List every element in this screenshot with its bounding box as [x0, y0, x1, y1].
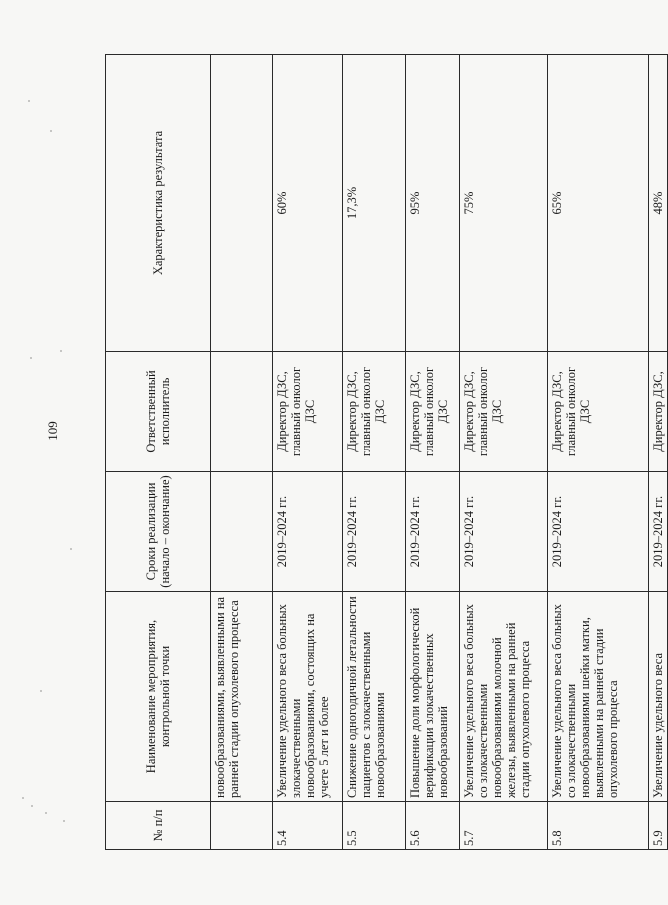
- row-result: 65%: [548, 55, 649, 352]
- header-term: Сроки реализации (начало – окончание): [106, 472, 211, 592]
- row-term: 2019–2024 гг.: [406, 472, 460, 592]
- row-result: 17,3%: [343, 55, 406, 352]
- table-header-row: [106, 55, 211, 850]
- rotated-document: [105, 55, 665, 850]
- table-row: [406, 55, 460, 850]
- header-result: Характеристика результата: [106, 55, 211, 352]
- row-term: 2019–2024 гг.: [273, 472, 343, 592]
- row-responsible: Директор ДЗС,: [649, 352, 668, 472]
- plan-table: [105, 54, 668, 850]
- row-result: 48%: [649, 55, 668, 352]
- row-num: 5.9: [649, 802, 668, 850]
- row-term: 2019–2024 гг.: [343, 472, 406, 592]
- row-num: 5.7: [460, 802, 548, 850]
- row-term: 2019–2024 гг.: [460, 472, 548, 592]
- table-row: [548, 55, 649, 850]
- row-num: [211, 802, 273, 850]
- scan-speck: [50, 130, 52, 132]
- row-result: 75%: [460, 55, 548, 352]
- row-term: [211, 472, 273, 592]
- row-responsible: Директор ДЗС, главный онколог ДЗС: [343, 352, 406, 472]
- table-row: [460, 55, 548, 850]
- row-responsible: Директор ДЗС, главный онколог ДЗС: [273, 352, 343, 472]
- row-result: 95%: [406, 55, 460, 352]
- row-num: 5.4: [273, 802, 343, 850]
- scan-speck: [31, 805, 33, 807]
- row-result: 60%: [273, 55, 343, 352]
- row-num: 5.6: [406, 802, 460, 850]
- row-term: 2019–2024 гг.: [649, 472, 668, 592]
- row-name: Увеличение удельного веса больных со злокачественными новообразованиями шейки матки, выявленными на ранней стадии опухолевого процесса: [548, 592, 649, 802]
- scan-speck: [28, 100, 30, 102]
- row-name: Увеличение удельного веса больных со злокачественными новообразованиями молочной железы, выявленными на ранней стадии опухолевого процесса: [460, 592, 548, 802]
- scan-speck: [45, 812, 47, 814]
- row-term: 2019–2024 гг.: [548, 472, 649, 592]
- row-num: 5.5: [343, 802, 406, 850]
- row-name: Увеличение удельного веса больных злокачественными новообразованиями, состоящих на учете 5 лет и более: [273, 592, 343, 802]
- row-name: Повышение доли морфологической верификации злокачественных новообразований: [406, 592, 460, 802]
- page-number: 109: [44, 421, 60, 441]
- scan-speck: [60, 350, 62, 352]
- row-name: новообразованиями, выявленными на ранней стадии опухолевого процесса: [211, 592, 273, 802]
- table-row: [211, 55, 273, 850]
- header-responsible: Ответственный исполнитель: [106, 352, 211, 472]
- row-responsible: Директор ДЗС, главный онколог ДЗС: [406, 352, 460, 472]
- header-num: № п/п: [106, 802, 211, 850]
- row-name: Увеличение удельного веса: [649, 592, 668, 802]
- table-row: [343, 55, 406, 850]
- scan-speck: [63, 820, 65, 822]
- row-responsible: Директор ДЗС, главный онколог ДЗС: [460, 352, 548, 472]
- scan-speck: [70, 548, 72, 550]
- row-result: [211, 55, 273, 352]
- header-name: Наименование мероприятия, контрольной точки: [106, 592, 211, 802]
- row-num: 5.8: [548, 802, 649, 850]
- table-row: [273, 55, 343, 850]
- scan-speck: [30, 357, 32, 359]
- row-name: Снижение одногодичной летальности пациентов с злокачественными новообразованиями: [343, 592, 406, 802]
- scan-speck: [40, 690, 42, 692]
- scan-speck: [22, 797, 24, 799]
- row-responsible: Директор ДЗС, главный онколог ДЗС: [548, 352, 649, 472]
- row-responsible: [211, 352, 273, 472]
- table-row: [649, 55, 668, 850]
